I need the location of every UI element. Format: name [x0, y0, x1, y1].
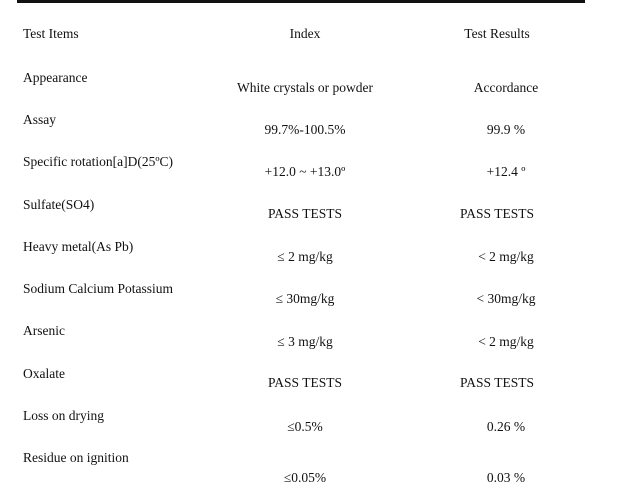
- header-test-items: Test Items: [23, 26, 79, 41]
- row-item: Sodium Calcium Potassium: [23, 281, 174, 296]
- row-index: PASS TESTS: [268, 206, 342, 221]
- row-item: Specific rotation[a]D(25ºC): [23, 154, 174, 169]
- row-item: Assay: [23, 112, 56, 127]
- row-item: Appearance: [23, 70, 88, 85]
- row-result: +12.4 º: [486, 164, 526, 179]
- row-index: 99.7%-100.5%: [264, 122, 346, 137]
- row-index: +12.0 ~ +13.0º: [264, 164, 346, 179]
- header-index: Index: [289, 26, 321, 41]
- row-index: ≤0.5%: [287, 419, 323, 434]
- header-test-results: Test Results: [464, 26, 530, 41]
- row-item: Arsenic: [23, 323, 65, 338]
- row-item: Residue on ignition: [23, 450, 129, 465]
- row-result: PASS TESTS: [460, 375, 534, 390]
- row-index: White crystals or powder: [236, 80, 374, 95]
- row-item: Sulfate(SO4): [23, 197, 95, 212]
- row-index: ≤0.05%: [283, 470, 327, 485]
- row-item: Loss on drying: [23, 408, 104, 423]
- row-index: ≤ 30mg/kg: [275, 291, 335, 306]
- row-result: Accordance: [473, 80, 539, 95]
- row-item: Heavy metal(As Pb): [23, 239, 134, 254]
- row-result: < 2 mg/kg: [478, 249, 534, 264]
- row-index: PASS TESTS: [268, 375, 342, 390]
- row-result: < 30mg/kg: [476, 291, 536, 306]
- row-index: ≤ 2 mg/kg: [277, 249, 333, 264]
- row-result: 0.03 %: [486, 470, 526, 485]
- row-result: PASS TESTS: [460, 206, 534, 221]
- row-index: ≤ 3 mg/kg: [277, 334, 333, 349]
- row-result: 0.26 %: [486, 419, 526, 434]
- row-result: 99.9 %: [486, 122, 526, 137]
- row-item: Oxalate: [23, 366, 65, 381]
- row-result: < 2 mg/kg: [478, 334, 534, 349]
